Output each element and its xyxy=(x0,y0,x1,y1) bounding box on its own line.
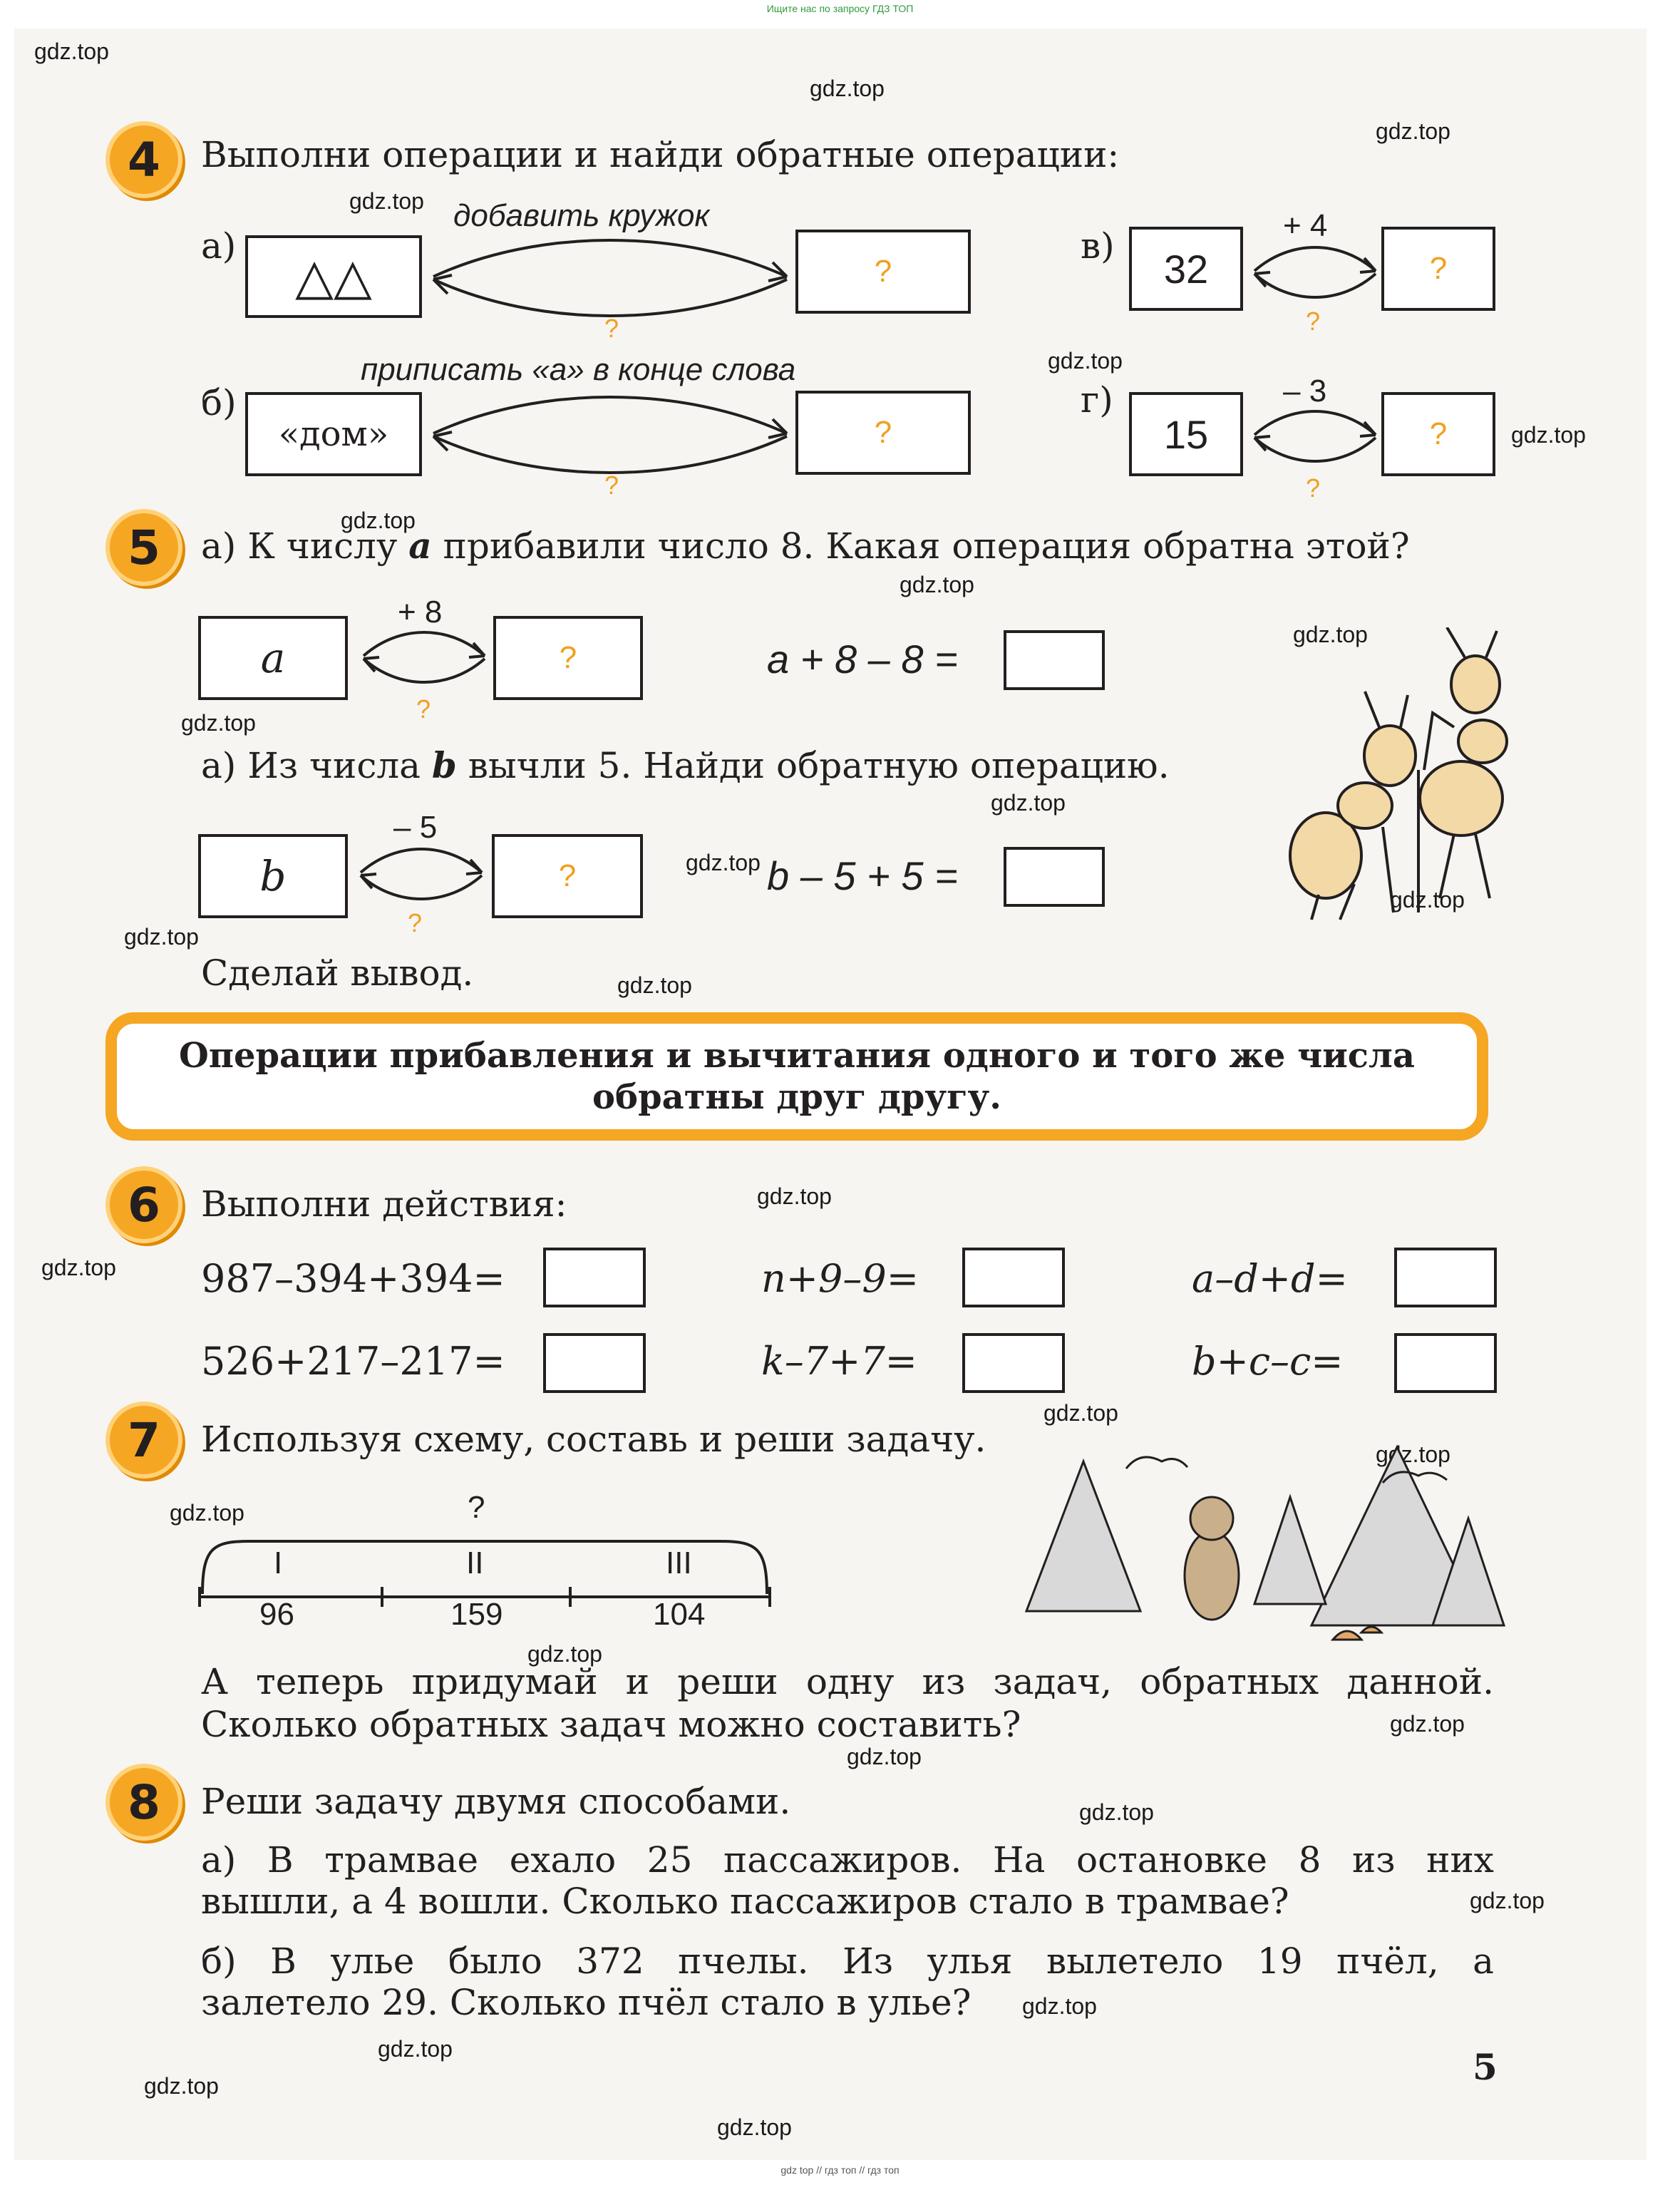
task-4g-operation: – 3 xyxy=(1283,374,1327,408)
rule-box xyxy=(105,1012,1488,1141)
watermark: gdz.top xyxy=(810,76,885,101)
variable-b: b xyxy=(431,744,457,786)
task-4v-inverse-question: ? xyxy=(1306,307,1321,336)
expr-526-answer-box[interactable] xyxy=(543,1333,646,1393)
question-mark: ? xyxy=(558,858,577,893)
task-5a-source-box xyxy=(198,616,348,700)
task-4v-operation: + 4 xyxy=(1283,208,1328,243)
question-mark: ? xyxy=(1429,416,1448,451)
watermark: gdz.top xyxy=(527,1641,602,1667)
watermark: gdz.top xyxy=(686,850,761,875)
ants-illustration xyxy=(1240,627,1554,927)
task-8-badge: 8 xyxy=(105,1764,182,1841)
task-4v-label: в) xyxy=(1081,225,1115,267)
segment-label-3: III xyxy=(666,1546,692,1580)
task-5b-result-box[interactable] xyxy=(492,834,643,918)
bear-forest-illustration xyxy=(998,1440,1511,1668)
expr-b-c: b+c–c= xyxy=(1192,1339,1344,1384)
task-4v-result-box[interactable] xyxy=(1381,227,1495,311)
watermark: gdz.top xyxy=(1376,1441,1450,1467)
task-5-badge: 5 xyxy=(105,509,182,586)
segment-value-3: 104 xyxy=(653,1597,706,1632)
task-8b-line-2: залетело 29. Сколько пчёл стало в улье? xyxy=(201,1982,972,2023)
watermark: gdz.top xyxy=(378,2036,453,2062)
variable-a-box: a xyxy=(260,634,286,682)
watermark: gdz.top xyxy=(757,1183,832,1209)
task-5b-arrows xyxy=(354,841,489,905)
task-4a-inverse-question: ? xyxy=(604,314,619,343)
expr-b-c-answer-box[interactable] xyxy=(1394,1333,1497,1393)
task-5a-question: а) К числу a прибавили число 8. Какая операция обратна этой? xyxy=(201,525,1410,567)
task-5a-equation: a + 8 – 8 = xyxy=(767,637,958,682)
expr-526: 526+217–217= xyxy=(201,1339,505,1384)
task-4b-label: б) xyxy=(201,382,237,423)
watermark: gdz.top xyxy=(1293,622,1368,647)
expr-987-answer-box[interactable] xyxy=(543,1248,646,1307)
watermark: gdz.top xyxy=(1390,1711,1465,1737)
task-8a-line-2: вышли, а 4 вошли. Сколько пассажиров стало в трамвае? xyxy=(201,1881,1289,1922)
task-5b-operation: – 5 xyxy=(393,810,438,845)
task-5a-arrows xyxy=(356,624,492,689)
site-note-bottom: gdz top // гдз топ // гдз топ xyxy=(780,2164,900,2176)
task-4-title: Выполни операции и найди обратные операции: xyxy=(201,134,1120,175)
task-5b-question: а) Из числа b вычли 5. Найди обратную операцию. xyxy=(201,744,1170,786)
task-4-badge: 4 xyxy=(105,121,182,198)
variable-b-box: b xyxy=(259,852,287,900)
watermark: gdz.top xyxy=(1511,422,1586,448)
task-5a-answer-box[interactable] xyxy=(1004,630,1105,690)
question-mark: ? xyxy=(874,254,892,289)
expr-987: 987–394+394= xyxy=(201,1256,505,1301)
watermark: gdz.top xyxy=(1079,1799,1154,1825)
variable-a: a xyxy=(408,525,432,567)
question-mark: ? xyxy=(1429,251,1448,286)
question-mark: ? xyxy=(559,640,577,675)
number-32: 32 xyxy=(1163,246,1209,292)
task-4a-source-box xyxy=(245,235,422,318)
task-8b-line-1: б) В улье было 372 пчелы. Из улья вылетело 19 пчёл, а xyxy=(201,1940,1494,1982)
task-7-line-2: Сколько обратных задач можно составить? xyxy=(201,1704,1021,1745)
task-5a-operation: + 8 xyxy=(398,595,443,629)
task-7-line-1: А теперь придумай и реши одну из задач, обратных данной. xyxy=(201,1661,1494,1702)
watermark: gdz.top xyxy=(1022,1993,1097,2019)
watermark: gdz.top xyxy=(1048,348,1123,374)
task-8-title: Реши задачу двумя способами. xyxy=(201,1781,791,1822)
triangles-figure: △△ xyxy=(295,249,372,304)
expr-n: n+9–9= xyxy=(761,1256,919,1301)
task-4b-result-box[interactable] xyxy=(795,391,971,475)
rule-line-2: обратны друг другу. xyxy=(592,1077,1001,1117)
watermark: gdz.top xyxy=(124,924,199,950)
watermark: gdz.top xyxy=(170,1500,244,1526)
watermark: gdz.top xyxy=(900,572,974,597)
task-4g-inverse-question: ? xyxy=(1306,473,1321,503)
segment-label-1: I xyxy=(274,1546,283,1580)
task-4b-arrows xyxy=(425,391,795,476)
task-4a-arrows xyxy=(425,234,795,319)
task-6-title: Выполни действия: xyxy=(201,1183,567,1225)
segment-label-2: II xyxy=(466,1546,484,1580)
segment-value-1: 96 xyxy=(259,1597,294,1632)
task-5b-source-box xyxy=(198,834,348,918)
conclusion-prompt: Сделай вывод. xyxy=(201,952,474,994)
task-5b-equation: b – 5 + 5 = xyxy=(767,853,958,898)
watermark: gdz.top xyxy=(349,188,424,214)
rule-line-1: Операции прибавления и вычитания одного и того же числа xyxy=(179,1036,1415,1076)
task-4a-result-box[interactable] xyxy=(795,230,971,314)
task-5a-inverse-question: ? xyxy=(416,694,431,724)
number-15: 15 xyxy=(1163,411,1209,457)
word-dom: «дом» xyxy=(278,414,389,454)
task-5b-answer-box[interactable] xyxy=(1004,847,1105,907)
watermark: gdz.top xyxy=(181,710,256,736)
task-4b-source-box xyxy=(245,392,422,476)
watermark: gdz.top xyxy=(341,508,416,533)
task-4v-source-box xyxy=(1129,227,1243,311)
scheme-question: ? xyxy=(468,1490,485,1525)
task-4g-result-box[interactable] xyxy=(1381,392,1495,476)
segment-value-2: 159 xyxy=(450,1597,503,1632)
expr-k-answer-box[interactable] xyxy=(962,1333,1065,1393)
task-4v-arrows xyxy=(1247,240,1383,304)
watermark: gdz.top xyxy=(1390,887,1465,912)
watermark: gdz.top xyxy=(1376,118,1450,144)
watermark: gdz.top xyxy=(717,2114,792,2140)
task-4g-source-box xyxy=(1129,392,1243,476)
site-note-top: Ищите нас по запросу ГДЗ ТОП xyxy=(766,3,914,14)
expr-a-d: a–d+d= xyxy=(1192,1256,1348,1301)
task-4a-label: а) xyxy=(201,225,237,267)
task-8a-line-1: а) В трамвае ехало 25 пассажиров. На остановке 8 из них xyxy=(201,1839,1494,1881)
expr-n-answer-box[interactable] xyxy=(962,1248,1065,1307)
watermark: gdz.top xyxy=(1043,1400,1118,1426)
task-7-title: Используя схему, составь и реши задачу. xyxy=(201,1419,986,1460)
watermark: gdz.top xyxy=(991,790,1066,816)
watermark: gdz.top xyxy=(617,972,692,998)
task-5b-inverse-question: ? xyxy=(408,908,423,937)
watermark: gdz.top xyxy=(41,1255,116,1280)
page-number: 5 xyxy=(1473,2046,1498,2088)
question-mark: ? xyxy=(874,415,892,450)
task-4g-arrows xyxy=(1247,403,1383,468)
task-4b-inverse-question: ? xyxy=(604,471,619,500)
watermark: gdz.top xyxy=(34,38,109,64)
watermark: gdz.top xyxy=(847,1744,922,1769)
task-4b-operation: приписать «а» в конце слова xyxy=(361,352,796,387)
task-4a-operation: добавить кружок xyxy=(453,198,710,233)
expr-a-d-answer-box[interactable] xyxy=(1394,1248,1497,1307)
expr-k: k–7+7= xyxy=(761,1339,917,1384)
watermark: gdz.top xyxy=(144,2073,219,2099)
task-5a-result-box[interactable] xyxy=(493,616,643,700)
watermark: gdz.top xyxy=(1470,1888,1545,1913)
task-4g-label: г) xyxy=(1081,379,1113,421)
task-6-badge: 6 xyxy=(105,1166,182,1243)
task-7-badge: 7 xyxy=(105,1402,182,1479)
